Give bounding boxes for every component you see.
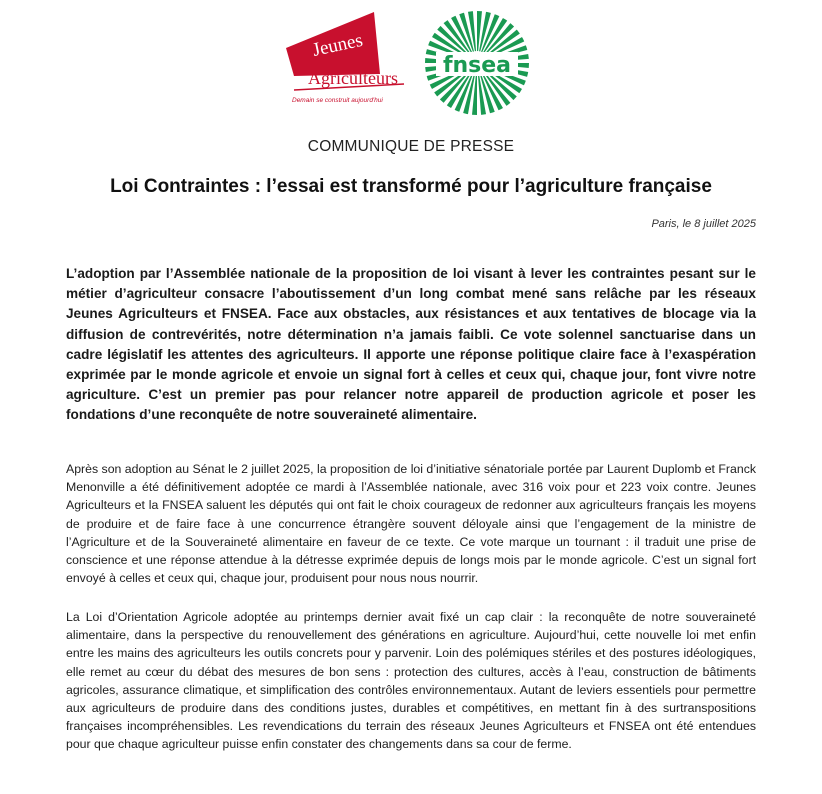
ja-logo-line2: Agriculteurs	[308, 68, 398, 88]
jeunes-agriculteurs-logo	[286, 10, 416, 120]
ja-logo-line1: Jeunes	[310, 29, 365, 61]
press-release-heading: COMMUNIQUE DE PRESSE	[307, 138, 515, 155]
lead-paragraph: L’adoption par l’Assemblée nationale de la proposition de loi visant à lever les contraintes pesant sur le métier d’agriculteur consacre l’aboutissement d’un long combat mené sans relâche par les réseaux Jeunes Agriculteurs et FNSEA. Face aux obstacles, aux résistances et aux tentatives de blocage via la diffusion de contrevérités, notre détermination n’a jamais faibli. Ce vote solennel sanctuarise dans un cadre législatif les attentes des agriculteurs. Il apporte une réponse politique claire face à l’exaspération exprimée par le monde agricole et envoie un signal fort à celles et ceux qui, chaque jour, font vivre notre agriculture. C’est un premier pas pour relancer notre appareil de production agricole et poser les fondations d’une reconquête de notre souveraineté alimentaire.	[66, 266, 756, 423]
ja-logo-tagline: Demain se construit aujourd'hui	[292, 97, 383, 104]
body-paragraph-2: La Loi d’Orientation Agricole adoptée au printemps dernier avait fixé un cap clair : la reconquête de notre souveraineté alimentaire, dans la perspective du renouvellement des générations en agriculture. Aujourd’hui, cette nouvelle loi met enfin entre les mains des agriculteurs les outils concrets pour y parvenir. Loin des polémiques stériles et des postures idéologiques, elle remet au cœur du débat des mesures de bon sens : protection des cultures, accès à l’eau, construction de bâtiments agricoles, assurance climatique, et simplification des contrôles environnementaux. Autant de leviers essentiels pour permettre aux agriculteurs de produire dans des conditions justes, durables et compétitives, en mettant fin à des surtranspositions françaises incompréhensibles. Les revendications du terrain des réseaux Jeunes Agriculteurs et FNSEA ont été entendues pour que chaque agriculteur puisse enfin constater des changements dans sa cour de ferme.	[66, 610, 756, 752]
body-paragraph-1: Après son adoption au Sénat le 2 juillet 2025, la proposition de loi d’initiative sénatoriale portée par Laurent Duplomb et Franck Menonville a été définitivement adoptée ce mardi à l’Assemblée nationale, avec 316 voix pour et 223 voix contre. Jeunes Agriculteurs et la FNSEA saluent les députés qui ont fait le choix courageux de redonner aux agriculteurs français les moyens de produire et de faire face à une concurrence étrangère souvent déloyale ainsi que l’engagement de la ministre de l’Agriculture et de la Souveraineté alimentaire en faveur de ce texte. Ce vote marque un tournant : il traduit une prise de conscience et une réponse attendue à la détresse exprimée depuis de longs mois par le monde agricole. C’est un signal fort envoyé à celles et ceux qui, chaque jour, produisent pour nous nous nourrir.	[66, 462, 756, 586]
fnsea-logo-text: fnsea	[442, 53, 512, 78]
dateline: Paris, le 8 juillet 2025	[651, 218, 756, 230]
logo-header	[0, 8, 822, 126]
fnsea-logo	[422, 8, 532, 118]
document-title: Loi Contraintes : l’essai est transformé pour l’agriculture française	[110, 176, 712, 197]
